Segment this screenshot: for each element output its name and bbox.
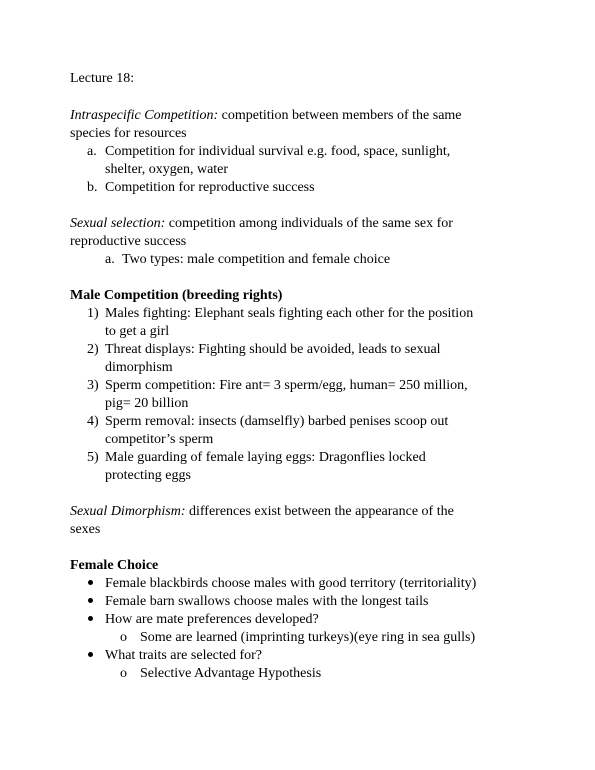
sub-bullet-marker: o [120,666,127,681]
male-competition-heading: Male Competition (breeding rights) [70,288,283,303]
list-marker: 3) [87,378,99,393]
sexual-dimorphism-def-line2: sexes [70,522,101,537]
bullet-item-text: How are mate preferences developed? [105,612,319,627]
list-item-text: Threat displays: Fighting should be avoided, leads to sexual [105,342,441,357]
lecture-title: Lecture 18: [70,71,135,86]
list-marker: 1) [87,306,99,321]
list-item-text: Sperm competition: Fire ant= 3 sperm/egg, human= 250 million, [105,378,468,393]
sub-bullet-item-text: Selective Advantage Hypothesis [140,666,322,681]
list-item-text: Competition for reproductive success [105,180,315,195]
intraspecific-def-line2: species for resources [70,126,187,141]
list-marker: a. [87,144,97,159]
list-item-text: competitor’s sperm [105,432,214,447]
bullet-item-text: Female blackbirds choose males with good territory (territoriality) [105,576,477,591]
sub-bullet-item-text: Some are learned (imprinting turkeys)(eye ring in sea gulls) [140,630,476,645]
sexual-selection-def-line1: competition among individuals of the same sex for [165,216,453,231]
sexual-dimorphism-def-line1: differences exist between the appearance of the [185,504,454,519]
list-item-text: dimorphism [105,360,173,375]
bullet-icon [88,616,93,621]
intraspecific-term: Intraspecific Competition: [70,108,219,123]
bullet-icon [88,580,93,585]
list-marker: 2) [87,342,99,357]
bullet-item-text: What traits are selected for? [105,648,263,663]
list-item-text: Two types: male competition and female choice [122,252,391,267]
list-item-text: Males fighting: Elephant seals fighting each other for the position [105,306,474,321]
list-marker: 5) [87,450,99,465]
intraspecific-definition [70,107,462,125]
bullet-item-text: Female barn swallows choose males with the longest tails [105,594,429,609]
sexual-dimorphism-term: Sexual Dimorphism: [70,504,186,519]
list-item-text: protecting eggs [105,468,191,483]
sexual-selection-definition [70,215,453,233]
sexual-selection-def-line2: reproductive success [70,234,187,249]
list-item-text: to get a girl [105,324,170,339]
sexual-selection-term: Sexual selection: [70,216,166,231]
bullet-icon [88,652,93,657]
list-item-text: Sperm removal: insects (damselfly) barbed penises scoop out [105,414,449,429]
sexual-dimorphism-definition [70,503,454,521]
list-item-text: Male guarding of female laying eggs: Dragonflies locked [105,450,426,465]
list-marker: b. [87,180,98,195]
intraspecific-def-line1: competition between members of the same [218,108,462,123]
female-choice-heading: Female Choice [70,558,159,573]
list-item-text: shelter, oxygen, water [105,162,229,177]
list-marker: 4) [87,414,99,429]
bullet-icon [88,598,93,603]
list-item-text: Competition for individual survival e.g. food, space, sunlight, [105,144,451,159]
list-marker: a. [105,252,115,267]
list-item-text: pig= 20 billion [105,396,189,411]
sub-bullet-marker: o [120,630,127,645]
